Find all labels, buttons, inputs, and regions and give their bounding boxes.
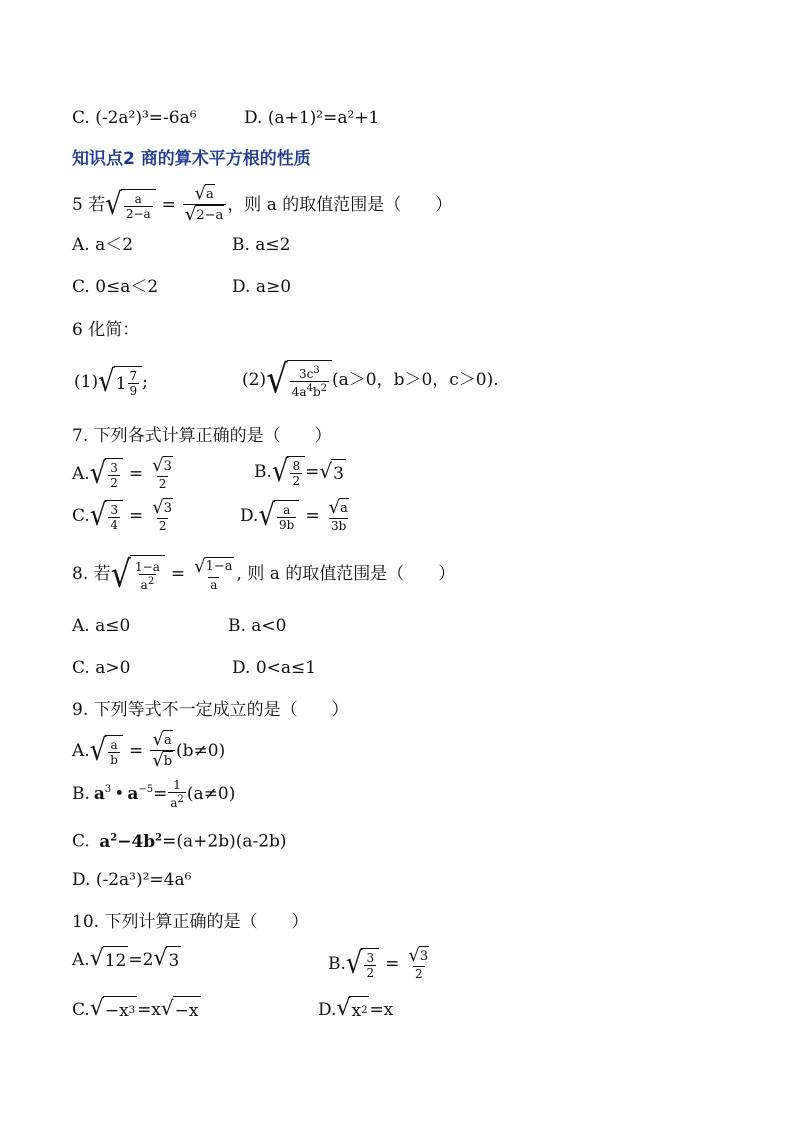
q8-rhs-fraction: √ 1−a a <box>194 555 233 592</box>
q5-option-d: D. a≥0 <box>232 277 292 297</box>
q7-title: 7. 下列各式计算正确的是（ ） <box>72 426 332 446</box>
q9-option-c: C. $a^2-4b^2=(a+2b)(a-2b)$ <box>72 831 287 852</box>
q7-option-c: C. √ $\frac{3}{4}$ = √ 3 2 <box>72 497 173 533</box>
q4-option-c: C. (-2a²)³=-6a⁶ <box>72 108 197 128</box>
q6-part-1: (1) √ 1 $\frac{7}{9}$ ; <box>74 364 148 400</box>
q7-option-d: D. √ $\frac{a}{9b}$ = √ a 3b <box>240 497 348 533</box>
q8-option-c: C. a>0 <box>72 658 131 678</box>
q8-lhs-radical: √ $\frac{1-a}{a^2}$ <box>111 555 165 593</box>
q10-option-d: D. √ x 2 =x <box>318 996 394 1021</box>
q9-option-b: B. a $^3$ • a $^{-5}$ = $\frac{1}{a^2}$ (a≠0) <box>72 778 236 810</box>
q7-options-ab <box>72 456 772 496</box>
q8-option-b: B. a<0 <box>228 616 287 636</box>
q10-option-a: A. √ 12 =2 √ 3 <box>72 946 180 971</box>
q5-stem: 5 若 √ $\frac{a}{2-a}$ = √ a √ 2−a ，则 a 的取值范围是（ ） <box>72 183 453 225</box>
q4-option-d: D. (a+1)²=a²+1 <box>244 108 380 128</box>
q6-title: 6 化简： <box>72 320 140 340</box>
q6-part-2: (2) √ $\frac{3c^3}{4a^4b^2}$ (a＞0，b＞0，c＞0). <box>242 357 499 403</box>
q8-option-a: A. a≤0 <box>72 616 131 636</box>
q10-title: 10. 下列计算正确的是（ ） <box>72 912 309 932</box>
q10-options-cd <box>72 996 772 1028</box>
q8-stem: 8. 若 √ $\frac{1-a}{a^2}$ = √ 1−a a , 则 a 的取值范围是（ ） <box>72 552 456 596</box>
section-heading: 知识点2 商的算术平方根的性质 <box>72 149 311 169</box>
q9-option-d: D. (-2a³)²=4a⁶ <box>72 870 192 890</box>
q10-option-c: C. √ −x 3 =x √ −x <box>72 996 199 1021</box>
q9-title: 9. 下列等式不一定成立的是（ ） <box>72 700 349 720</box>
q7-options-cd <box>72 498 772 538</box>
q5-option-c: C. 0≤a＜2 <box>72 277 159 297</box>
q6-parts <box>72 357 772 403</box>
q7-option-a: A. √ $\frac{3}{2}$ = √ 3 2 <box>72 455 172 491</box>
q5-option-b: B. a≤2 <box>232 235 291 255</box>
q10-options-ab <box>72 946 772 986</box>
q9-option-a: A. √ $\frac{a}{b}$ = √ a √ b (b≠0) <box>72 729 226 771</box>
q5-lhs-radical: √ $\frac{a}{2-a}$ <box>105 189 155 221</box>
q10-option-b: B. √ $\frac{3}{2}$ = √ 3 2 <box>328 945 429 981</box>
q5-option-a: A. a＜2 <box>72 235 134 255</box>
q7-option-b: B. √ $\frac{8}{2}$ = √ 3 <box>254 454 344 490</box>
q5-rhs-fraction: √ a √ 2−a <box>183 184 226 225</box>
q8-option-d: D. 0<a≤1 <box>232 658 317 678</box>
